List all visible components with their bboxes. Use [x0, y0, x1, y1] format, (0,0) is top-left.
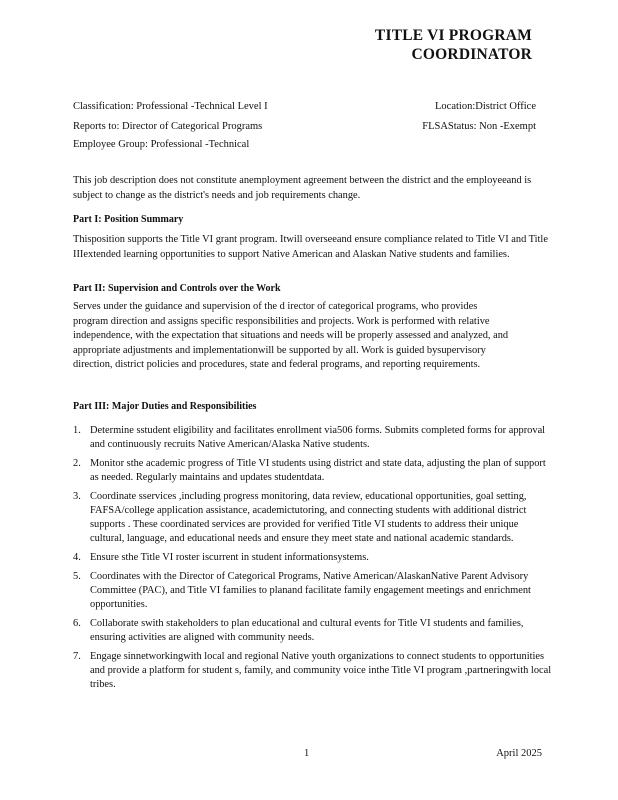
list-item-text: Monitor sthe academic progress of Title VI students using district and state data, adjusting the plan of support as needed. Regularly maintains and updates studentdata. — [90, 457, 546, 484]
list-item-text: Coordinate sservices ,including progress monitoring, data review, educational opportunities, goal setting, FAFSA/college application assistance, academictutoring, and connecting students with additional district supports . These coordinated services are provided for verified Title VI students to address their unique cultural, language, and educational needs and ensure they meet state and national academic standards. — [90, 490, 527, 545]
list-item — [73, 570, 553, 613]
list-item-text: Coordinates with the Director of Categorical Programs, Native American/AlaskanNative Parent Advisory Committee (PAC), and Title VI families to planand facilitate family engagement meetings and enrichment opportunities. — [90, 570, 531, 611]
list-item — [73, 650, 553, 693]
list-item-number: 6. — [73, 617, 81, 629]
part2-paragraph: Serves under the guidance and supervision of the d irector of categorical programs, who provides program direction and assigns specific responsibilities and projects. Work is performed with relative independence, with the expectation that situations and needs will be properly assessed and analyzed, and appropriate adjustments and implementationwill be supported by all. Work is guided bysupervisory direction, district policies and procedures, state and federal programs, and reporting requirements. — [73, 301, 509, 371]
list-item — [73, 551, 553, 565]
list-item-text: Engage sinnetworkingwith local and regional Native youth organizations to connect students to opportunities and provide a platform for student s, family, and community voice inthe Title VI program ,partneringwith local tribes. — [90, 650, 552, 691]
list-item-number: 3. — [73, 490, 81, 502]
list-item — [73, 490, 553, 547]
list-item — [73, 617, 553, 645]
list-item-number: 1. — [73, 425, 81, 436]
part1-heading: Part I: Position Summary — [73, 214, 184, 225]
list-item-number: 7. — [73, 650, 81, 662]
list-item-text: Collaborate swith stakeholders to plan educational and cultural events for Title VI students and families, ensuring activities are aligned with community needs. — [90, 617, 524, 644]
list-item — [73, 457, 553, 485]
duties-list — [73, 424, 553, 697]
reports-to-field: Reports to: Director of Categorical Programs — [73, 121, 263, 132]
document-title-line1: TITLE VI PROGRAM — [374, 27, 532, 44]
classification-field: Classification: Professional -Technical Level I — [73, 101, 268, 112]
list-item-text: Determine sstudent eligibility and facilitates enrollment via506 forms. Submits completed forms for approval and continuously recruits Native American/Alaska Native students. — [90, 425, 546, 451]
page-number: 1 — [304, 748, 310, 759]
list-item-text: Ensure sthe Title VI roster iscurrent in student informationsystems. — [90, 552, 369, 564]
list-item — [73, 424, 553, 452]
flsa-status-field: FLSAStatus: Non -Exempt — [422, 121, 536, 132]
intro-paragraph: This job description does not constitute anemployment agreement between the district and the employeeand is subject to change as the district's needs and job requirements change. — [73, 175, 532, 201]
document-title-line2: COORDINATOR — [411, 46, 532, 63]
part1-paragraph: Thisposition supports the Title VI grant program. Itwill overseeand ensure compliance related to Title VI and Title IIIextended learning opportunities to support Native American and Alaskan Native students and families. — [73, 234, 548, 260]
list-item-number: 4. — [73, 552, 81, 564]
list-item-number: 2. — [73, 457, 81, 469]
part3-heading: Part III: Major Duties and Responsibilities — [73, 401, 257, 412]
employee-group-field: Employee Group: Professional -Technical — [73, 139, 250, 150]
list-item-number: 5. — [73, 570, 81, 582]
location-field: Location:District Office — [435, 101, 536, 112]
footer-date: April 2025 — [496, 748, 542, 759]
part2-heading: Part II: Supervision and Controls over the Work — [73, 283, 281, 294]
